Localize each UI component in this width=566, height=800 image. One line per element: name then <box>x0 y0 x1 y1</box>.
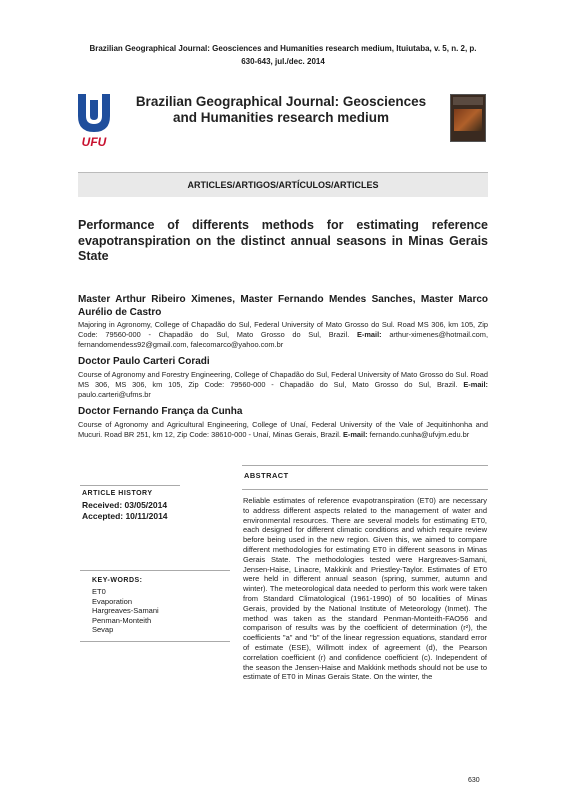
email-label: E-mail: <box>342 430 368 439</box>
email-link[interactable]: fernando.cunha@ufvjm.edu.br <box>369 430 470 439</box>
keyword-item: Sevap <box>92 625 114 634</box>
abstract-text: Reliable estimates of reference evapotranspiration (ET0) are necessary to address different aspects related to the management of water and environmental resources. There are several models for estimating ET0, each designed for different climatic conditions and which require review before being used in the new region. Given this, we aimed to compare different methodologies for estimating ET0 in different seasons in Minas Gerais State. The methodologies tested were Hargreaves-Samani, Jensen-Haise, Linacre, Makkink and Priestley-Taylor. Estimates of ET0 were held in different annual season (spring, summer, autumn and winter). The meteorological data needed to perform this work were taken from Standard Climatological (1961-1990) of 50 localities of Minas Gerais, provided by the National Institute of Meteorology (Inmet). The method was taken as the standard Penman-Monteith-FAO56 and comparison of results was by the coefficient of determination (r²), the coefficients "a" and "b" of the linear regression equations, standard error of estimate (ESE), Willmott index of agreement (d), the Pearson correlation coefficient (r) and confidence coefficient (c). Independent of the season the Jensen-Haise and Makkink methods should not be use to estimate of ET0 in Minas Gerais State. On the winter, the <box>243 496 487 682</box>
abstract-divider-top <box>242 465 488 466</box>
author-name-2: Doctor Paulo Carteri Coradi <box>78 356 210 367</box>
ufu-logo-icon <box>74 92 118 148</box>
citation-line-1: Brazilian Geographical Journal: Geosciences and Humanities research medium, Ituiutaba, v. 5, n. 2, p. <box>89 44 477 53</box>
email-label: E-mail: <box>356 330 382 339</box>
journal-title: Brazilian Geographical Journal: Geosciences and Humanities research medium <box>135 94 427 125</box>
author-name-3: Doctor Fernando França da Cunha <box>78 406 243 417</box>
journal-cover-image <box>450 94 486 142</box>
paper-title: Performance of differents methods for estimating reference evapotranspiration on the distinct annual seasons in Minas Gerais State <box>78 218 488 263</box>
author-names-1: Master Arthur Ribeiro Ximenes, Master Fernando Mendes Sanches, Master Marco Aurélio de Castro <box>78 294 488 318</box>
article-history-label: ARTICLE HISTORY <box>82 490 153 497</box>
keyword-item: Hargreaves-Samani <box>92 606 159 615</box>
accepted-date: Accepted: 10/11/2014 <box>82 511 168 521</box>
ufu-logo <box>74 92 118 148</box>
email-link[interactable]: paulo.carteri@ufms.br <box>78 390 151 399</box>
email-link[interactable]: arthur-ximenes@hotmail.com, fernandomendess92@gmail.com, falecomarco@yahoo.com.br <box>78 330 488 349</box>
author-affiliation-2 <box>78 370 488 400</box>
received-date: Received: 03/05/2014 <box>82 500 168 510</box>
citation-line-2: 630-643, jul./dec. 2014 <box>241 57 325 66</box>
section-label: ARTICLES/ARTIGOS/ARTÍCULOS/ARTICLES <box>187 180 379 190</box>
keyword-item: Evaporation <box>92 596 133 606</box>
author-affiliation-3 <box>78 420 488 440</box>
keyword-item: Penman-Monteith <box>92 615 152 625</box>
email-label: E-mail: <box>463 380 488 389</box>
affiliation-text: Majoring in Agronomy, College of Chapadão do Sul, Federal University of Mato Grosso do Sul. Road MS 306, km 105, Zip Code: 79560-000 - Chapadão do Sul, Mato Grosso do Sul, Brazil. <box>78 320 488 339</box>
abstract-label: ABSTRACT <box>244 471 289 480</box>
article-history-dates <box>82 500 168 522</box>
history-divider <box>80 485 180 486</box>
keyword-item: ET0 <box>92 587 106 596</box>
citation-header <box>60 42 506 68</box>
author-affiliation-1 <box>78 320 488 350</box>
abstract-divider-bottom <box>242 489 488 490</box>
affiliation-text: Course of Agronomy and Agricultural Engineering, College of Unaí, Federal University of the Vale of Jequitinhonha and Mucuri. Road BR 251, km 12, Zip Code: 38610-000 - Unaí, Minas Gerais, Brazil. <box>78 420 488 439</box>
affiliation-text: Course of Agronomy and Forestry Engineering, College of Chapadão do Sul, Federal University of Mato Grosso do Sul. Road MS 306, MS 306, km 105, Zip Code: 79560-000 - Chapadão do Sul, Mato Grosso do Sul, Brazil. <box>78 370 488 389</box>
logo-text: UFU <box>81 135 107 148</box>
keywords-label: KEY-WORDS: <box>92 577 143 584</box>
page-number: 630 <box>468 777 480 784</box>
keywords-list <box>92 587 159 635</box>
